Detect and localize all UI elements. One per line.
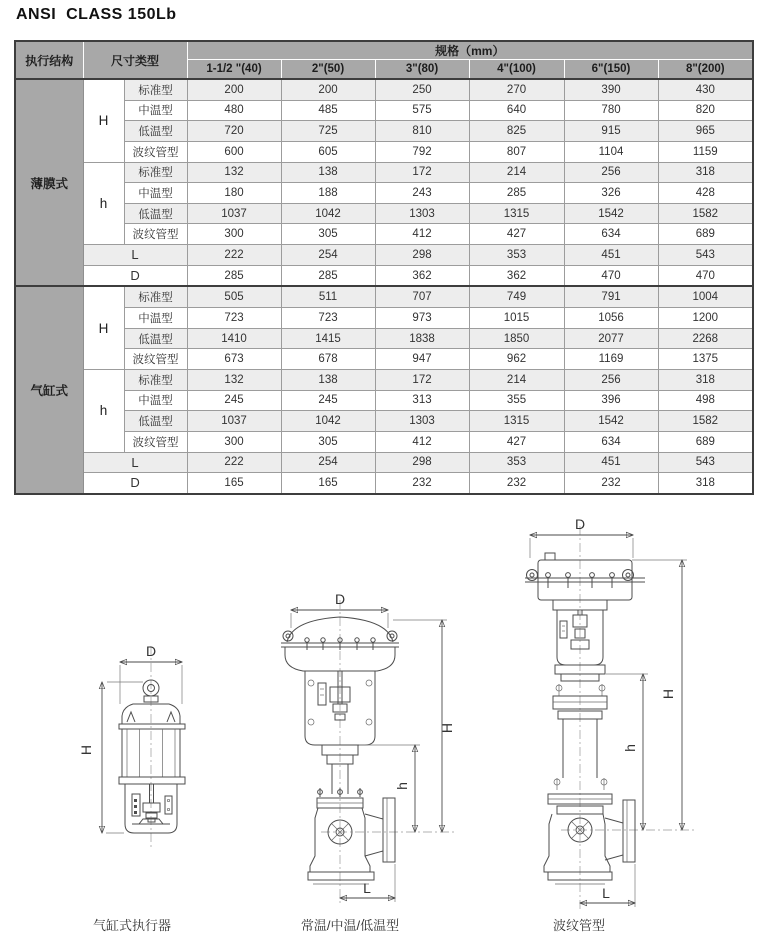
header-dim-type: 尺寸类型	[83, 41, 187, 79]
value-cell: 915	[564, 121, 658, 142]
value-cell: 300	[187, 224, 281, 245]
dim-label-h-total: H	[78, 744, 94, 756]
value-cell: 2268	[658, 328, 753, 349]
value-cell: 305	[281, 431, 375, 452]
header-actuator: 执行结构	[15, 41, 83, 79]
dim-label-d: D	[145, 643, 157, 659]
temperature-type-cell: 标准型	[124, 162, 187, 183]
value-cell: 222	[187, 452, 281, 473]
table-row	[15, 473, 753, 494]
value-cell: 1015	[469, 308, 564, 329]
header-size-5: 8"(200)	[658, 60, 753, 80]
spec-table	[14, 40, 754, 495]
value-cell: 792	[375, 141, 469, 162]
value-cell: 285	[187, 265, 281, 286]
value-cell: 138	[281, 162, 375, 183]
value-cell: 1315	[469, 411, 564, 432]
table-row	[15, 79, 753, 100]
temperature-type-cell: 中温型	[124, 100, 187, 121]
value-cell: 470	[658, 265, 753, 286]
value-cell: 180	[187, 183, 281, 204]
header-size-2: 3"(80)	[375, 60, 469, 80]
value-cell: 353	[469, 245, 564, 266]
value-cell: 200	[187, 79, 281, 100]
table-row	[15, 390, 753, 411]
value-cell: 300	[187, 431, 281, 452]
value-cell: 1037	[187, 411, 281, 432]
value-cell: 132	[187, 162, 281, 183]
value-cell: 1056	[564, 308, 658, 329]
value-cell: 820	[658, 100, 753, 121]
value-cell: 214	[469, 369, 564, 390]
value-cell: 451	[564, 452, 658, 473]
value-cell: 723	[187, 308, 281, 329]
dim-label-d: D	[574, 518, 586, 532]
table-row	[15, 141, 753, 162]
temperature-type-cell: 波纹管型	[124, 224, 187, 245]
value-cell: 353	[469, 452, 564, 473]
value-cell: 634	[564, 431, 658, 452]
value-cell: 689	[658, 224, 753, 245]
bonnet-bolts	[318, 788, 363, 797]
value-cell: 254	[281, 452, 375, 473]
value-cell: 1037	[187, 203, 281, 224]
dim-label-d: D	[334, 591, 346, 607]
table-row	[15, 121, 753, 142]
value-cell: 791	[564, 286, 658, 307]
value-cell: 973	[375, 308, 469, 329]
value-cell: 1542	[564, 411, 658, 432]
temperature-type-cell: 波纹管型	[124, 349, 187, 370]
value-cell: 412	[375, 431, 469, 452]
header-size-0: 1-1/2 "(40)	[187, 60, 281, 80]
dimension-letter-cell: h	[83, 369, 124, 452]
actuator-type-cell: 薄膜式	[15, 79, 83, 286]
table-row	[15, 308, 753, 329]
value-cell: 605	[281, 141, 375, 162]
value-cell: 600	[187, 141, 281, 162]
table-row	[15, 431, 753, 452]
table-row	[15, 369, 753, 390]
value-cell: 305	[281, 224, 375, 245]
spec-table-body	[15, 79, 753, 494]
spec-table-header	[15, 41, 753, 79]
value-cell: 720	[187, 121, 281, 142]
value-cell: 172	[375, 369, 469, 390]
temperature-type-cell: 标准型	[124, 79, 187, 100]
table-row	[15, 452, 753, 473]
value-cell: 298	[375, 452, 469, 473]
value-cell: 725	[281, 121, 375, 142]
temperature-type-cell: 中温型	[124, 183, 187, 204]
valve-yoke	[305, 671, 375, 764]
caption-standard-valve: 常温/中温/低温型	[300, 918, 400, 933]
value-cell: 543	[658, 245, 753, 266]
value-cell: 707	[375, 286, 469, 307]
value-cell: 1850	[469, 328, 564, 349]
value-cell: 1159	[658, 141, 753, 162]
temperature-type-cell: 低温型	[124, 203, 187, 224]
value-cell: 430	[658, 79, 753, 100]
value-cell: 132	[187, 369, 281, 390]
value-cell: 412	[375, 224, 469, 245]
value-cell: 2077	[564, 328, 658, 349]
value-cell: 214	[469, 162, 564, 183]
value-cell: 232	[564, 473, 658, 494]
table-row	[15, 328, 753, 349]
value-cell: 188	[281, 183, 375, 204]
dim-label-h-total: H	[660, 688, 676, 700]
value-cell: 673	[187, 349, 281, 370]
value-cell: 232	[469, 473, 564, 494]
value-cell: 505	[187, 286, 281, 307]
value-cell: 285	[281, 265, 375, 286]
value-cell: 138	[281, 369, 375, 390]
valve-body	[544, 800, 635, 884]
value-cell: 480	[187, 100, 281, 121]
dimension-letter-cell: L	[83, 452, 187, 473]
table-row	[15, 183, 753, 204]
value-cell: 172	[375, 162, 469, 183]
value-cell: 1582	[658, 411, 753, 432]
caption-bellows-valve: 波纹管型	[552, 918, 605, 933]
value-cell: 1169	[564, 349, 658, 370]
value-cell: 1410	[187, 328, 281, 349]
value-cell: 451	[564, 245, 658, 266]
value-cell: 1303	[375, 203, 469, 224]
value-cell: 678	[281, 349, 375, 370]
value-cell: 1315	[469, 203, 564, 224]
value-cell: 1542	[564, 203, 658, 224]
value-cell: 256	[564, 369, 658, 390]
value-cell: 807	[469, 141, 564, 162]
value-cell: 723	[281, 308, 375, 329]
value-cell: 1104	[564, 141, 658, 162]
value-cell: 222	[187, 245, 281, 266]
header-size-4: 6"(150)	[564, 60, 658, 80]
value-cell: 511	[281, 286, 375, 307]
value-cell: 318	[658, 473, 753, 494]
temperature-type-cell: 中温型	[124, 390, 187, 411]
dim-label-h-total: H	[439, 722, 455, 734]
value-cell: 1042	[281, 203, 375, 224]
value-cell: 470	[564, 265, 658, 286]
value-cell: 270	[469, 79, 564, 100]
value-cell: 965	[658, 121, 753, 142]
value-cell: 1838	[375, 328, 469, 349]
temperature-type-cell: 标准型	[124, 369, 187, 390]
value-cell: 200	[281, 79, 375, 100]
value-cell: 962	[469, 349, 564, 370]
table-row	[15, 162, 753, 183]
dim-label-h-lower: h	[394, 782, 410, 790]
value-cell: 427	[469, 224, 564, 245]
cylinder-actuator-drawing	[60, 632, 245, 897]
value-cell: 326	[564, 183, 658, 204]
valve-body	[308, 788, 395, 884]
value-cell: 543	[658, 452, 753, 473]
value-cell: 428	[658, 183, 753, 204]
caption-cylinder-actuator: 气缸式执行器	[92, 918, 171, 933]
value-cell: 318	[658, 162, 753, 183]
temperature-type-cell: 波纹管型	[124, 141, 187, 162]
value-cell: 254	[281, 245, 375, 266]
value-cell: 362	[375, 265, 469, 286]
dimension-letter-cell: h	[83, 162, 124, 245]
value-cell: 1004	[658, 286, 753, 307]
value-cell: 640	[469, 100, 564, 121]
value-cell: 245	[187, 390, 281, 411]
value-cell: 947	[375, 349, 469, 370]
actuator-type-cell: 气缸式	[15, 286, 83, 493]
temperature-type-cell: 标准型	[124, 286, 187, 307]
table-row	[15, 349, 753, 370]
value-cell: 396	[564, 390, 658, 411]
value-cell: 1582	[658, 203, 753, 224]
value-cell: 689	[658, 431, 753, 452]
value-cell: 1375	[658, 349, 753, 370]
temperature-type-cell: 中温型	[124, 308, 187, 329]
diaphragm-actuator	[525, 553, 645, 610]
value-cell: 285	[469, 183, 564, 204]
value-cell: 575	[375, 100, 469, 121]
table-row	[15, 411, 753, 432]
value-cell: 390	[564, 79, 658, 100]
value-cell: 313	[375, 390, 469, 411]
table-row	[15, 100, 753, 121]
value-cell: 165	[281, 473, 375, 494]
value-cell: 810	[375, 121, 469, 142]
value-cell: 1415	[281, 328, 375, 349]
table-row	[15, 224, 753, 245]
dim-label-h-lower: h	[622, 744, 638, 752]
value-cell: 498	[658, 390, 753, 411]
value-cell: 427	[469, 431, 564, 452]
value-cell: 256	[564, 162, 658, 183]
temperature-type-cell: 波纹管型	[124, 431, 187, 452]
value-cell: 318	[658, 369, 753, 390]
dimension-letter-cell: D	[83, 473, 187, 494]
value-cell: 1200	[658, 308, 753, 329]
value-cell: 749	[469, 286, 564, 307]
table-row	[15, 265, 753, 286]
value-cell: 243	[375, 183, 469, 204]
temperature-type-cell: 低温型	[124, 328, 187, 349]
table-row	[15, 286, 753, 307]
standard-valve-drawing	[265, 556, 480, 908]
cylinder-body	[119, 729, 185, 784]
dimension-letter-cell: D	[83, 265, 187, 286]
temperature-type-cell: 低温型	[124, 411, 187, 432]
value-cell: 165	[187, 473, 281, 494]
actuator-yoke	[125, 784, 177, 833]
value-cell: 634	[564, 224, 658, 245]
value-cell: 250	[375, 79, 469, 100]
dim-label-l: L	[602, 885, 610, 901]
dim-label-l: L	[363, 880, 371, 896]
header-size-1: 2"(50)	[281, 60, 375, 80]
value-cell: 780	[564, 100, 658, 121]
page-title: ANSI CLASS 150Lb	[16, 6, 177, 23]
header-size-3: 4"(100)	[469, 60, 564, 80]
dimension-letter-cell: H	[83, 286, 124, 369]
table-row	[15, 245, 753, 266]
dimension-letter-cell: L	[83, 245, 187, 266]
value-cell: 232	[375, 473, 469, 494]
temperature-type-cell: 低温型	[124, 121, 187, 142]
actuator-cap	[119, 704, 185, 729]
value-cell: 1303	[375, 411, 469, 432]
bellows-valve-drawing	[485, 518, 730, 918]
value-cell: 1042	[281, 411, 375, 432]
value-cell: 485	[281, 100, 375, 121]
value-cell: 245	[281, 390, 375, 411]
value-cell: 362	[469, 265, 564, 286]
value-cell: 298	[375, 245, 469, 266]
table-row	[15, 203, 753, 224]
header-spec: 规格（mm）	[187, 41, 753, 60]
value-cell: 825	[469, 121, 564, 142]
dimension-letter-cell: H	[83, 79, 124, 162]
value-cell: 355	[469, 390, 564, 411]
